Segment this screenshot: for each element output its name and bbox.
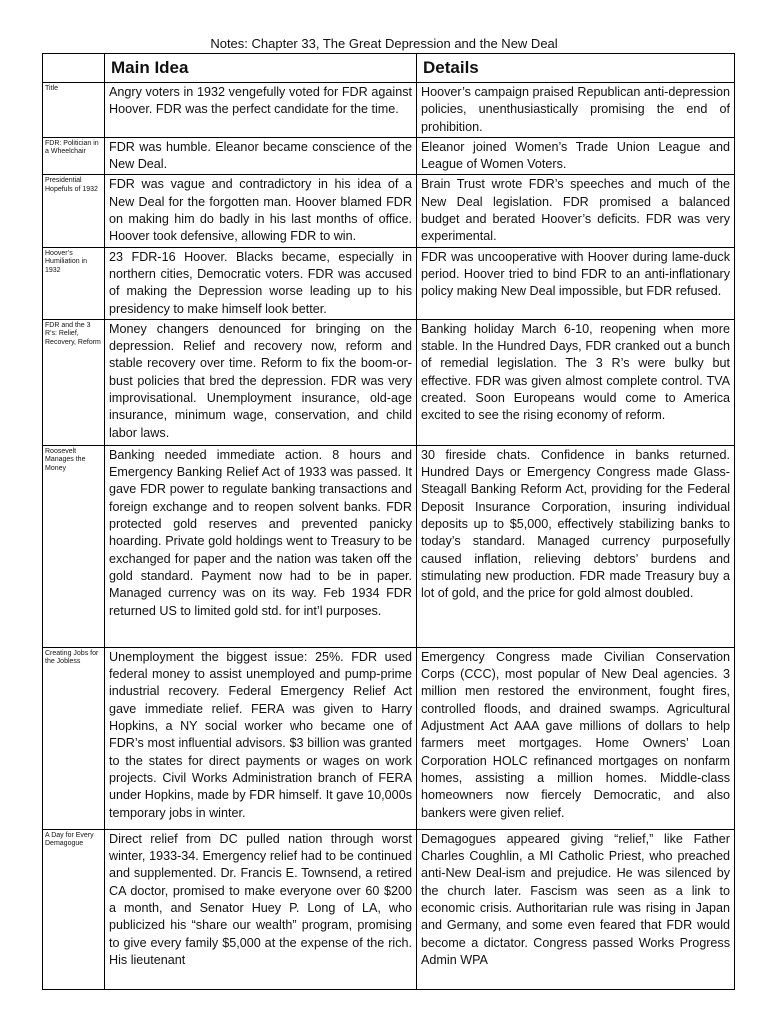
notes-table [42, 53, 735, 990]
page-title: Notes: Chapter 33, The Great Depression and the New Deal [210, 36, 558, 51]
details-cell: Brain Trust wrote FDR’s speeches and much of the New Deal legislation. FDR promised a balanced budget and berated Hoover’s deficits. FDR was very experimental. [417, 175, 735, 247]
main-idea-cell: FDR was humble. Eleanor became conscience of the New Deal. [105, 137, 417, 175]
header-main-idea: Main Idea [105, 54, 417, 83]
details-cell: Hoover’s campaign praised Republican anti-depression policies, unenthusiastically promising the end of prohibition. [417, 83, 735, 138]
table-row [43, 83, 735, 138]
table-row [43, 319, 735, 445]
header-row [43, 54, 735, 83]
details-cell: 30 fireside chats. Confidence in banks returned. Hundred Days or Emergency Congress made Glass-Steagall Banking Reform Act, providing for the Federal Deposit Insurance Corporation, insuring individual deposits up to $5,000, effectively stabilizing banks to today’s standard. Managed currency purposefully caused inflation, relieving debtors’ burdens and stimulating new production. FDR made Treasury buy a lot of gold, and the price for gold almost doubled. [417, 445, 735, 647]
details-cell: Banking holiday March 6-10, reopening when more stable. In the Hundred Days, FDR cranked out a bunch of remedial legislation. The 3 R’s were bulky but effective. FDR was given almost complete control. TVA created. Soon Europeans would come to America excited to see the rising economy of reform. [417, 319, 735, 445]
main-idea-cell: Direct relief from DC pulled nation through worst winter, 1933-34. Emergency relief had to be continued and supplemented. Dr. Francis E. Townsend, a retired CA doctor, promised to make everyone over 60 $200 a month, and Senator Huey P. Long of LA, who publicized his “share our wealth” program, promising to give every family $5,000 at the expense of the rich. His lieutenant [105, 829, 417, 989]
main-idea-cell: Money changers denounced for bringing on the depression. Relief and recovery now, reform and stable recovery over time. Reform to fix the boom-or-bust policies that bred the depression. FDR was very improvisational. Unemployment insurance, old-age insurance, minimum wage, conservation, and child labor laws. [105, 319, 417, 445]
table-row [43, 175, 735, 247]
table-row [43, 247, 735, 319]
main-idea-cell: 23 FDR-16 Hoover. Blacks became, especially in northern cities, Democratic voters. FDR was accused of making the Depression worse leading up to his presidency to make himself look better. [105, 247, 417, 319]
main-idea-cell: FDR was vague and contradictory in his idea of a New Deal for the forgotten man. Hoover blamed FDR on making him do badly in his last months of office. Hoover took defensive, allowing FDR to win. [105, 175, 417, 247]
row-title: Roosevelt Manages the Money [43, 445, 105, 647]
row-title: FDR and the 3 R’s: Relief, Recovery, Reform [43, 319, 105, 445]
table-row [43, 647, 735, 829]
table-row [43, 137, 735, 175]
row-title: Presidential Hopefuls of 1932 [43, 175, 105, 247]
main-idea-cell: Banking needed immediate action. 8 hours and Emergency Banking Relief Act of 1933 was passed. It gave FDR power to regulate banking transactions and foreign exchange and to reopen solvent banks. FDR protected gold reserves and prevented panicky hoarding. Private gold holdings went to Treasury to be exchanged for paper and the nation was taken off the gold standard. Payment now had to be in paper. Managed currency was on its way. Feb 1934 FDR returned US to limited gold std. for int’l purposes. [105, 445, 417, 647]
details-cell: FDR was uncooperative with Hoover during lame-duck period. Hoover tried to bind FDR to an anti-inflationary policy making New Deal impossible, but FDR refused. [417, 247, 735, 319]
details-cell: Emergency Congress made Civilian Conservation Corps (CCC), most popular of New Deal agencies. 3 million men restored the environment, fought fires, controlled floods, and drained swamps. Agricultural Adjustment Act AAA gave millions of dollars to help farmers meet mortgages. Home Owners’ Loan Corporation HOLC refinanced mortgages on nonfarm homes, assisting a million homes. Middle-class homeowners now fiercely Democratic, and also bankers were given relief. [417, 647, 735, 829]
header-details: Details [417, 54, 735, 83]
main-idea-cell: Angry voters in 1932 vengefully voted for FDR against Hoover. FDR was the perfect candidate for the time. [105, 83, 417, 138]
table-row [43, 445, 735, 647]
main-idea-cell: Unemployment the biggest issue: 25%. FDR used federal money to assist unemployed and pump-prime industrial recovery. Federal Emergency Relief Act gave immediate relief. FERA was given to Harry Hopkins, a NY social worker who became one of FDR’s most influential advisors. $3 billion was granted to the states for direct payments or wages on work projects. Civil Works Administration branch of FERA under Hopkins, made by FDR himself. It gave 10,000s temporary jobs in winter. [105, 647, 417, 829]
table-row [43, 829, 735, 989]
details-cell: Eleanor joined Women’s Trade Union League and League of Women Voters. [417, 137, 735, 175]
header-title [43, 54, 105, 83]
row-title: A Day for Every Demagogue [43, 829, 105, 989]
row-title: FDR: Politician in a Wheelchair [43, 137, 105, 175]
row-title: Hoover’s Humiliation in 1932 [43, 247, 105, 319]
row-title: Title [43, 83, 105, 138]
details-cell: Demagogues appeared giving “relief,” like Father Charles Coughlin, a MI Catholic Priest, who preached anti-New Deal-ism and prejudice. He was silenced by the church later. Fascism was seen as a link to economic crisis. Authoritarian rule was rising in Japan and Germany, and some even feared that FDR would become a dictator. Congress passed Works Progress Admin WPA [417, 829, 735, 989]
row-title: Creating Jobs for the Jobless [43, 647, 105, 829]
